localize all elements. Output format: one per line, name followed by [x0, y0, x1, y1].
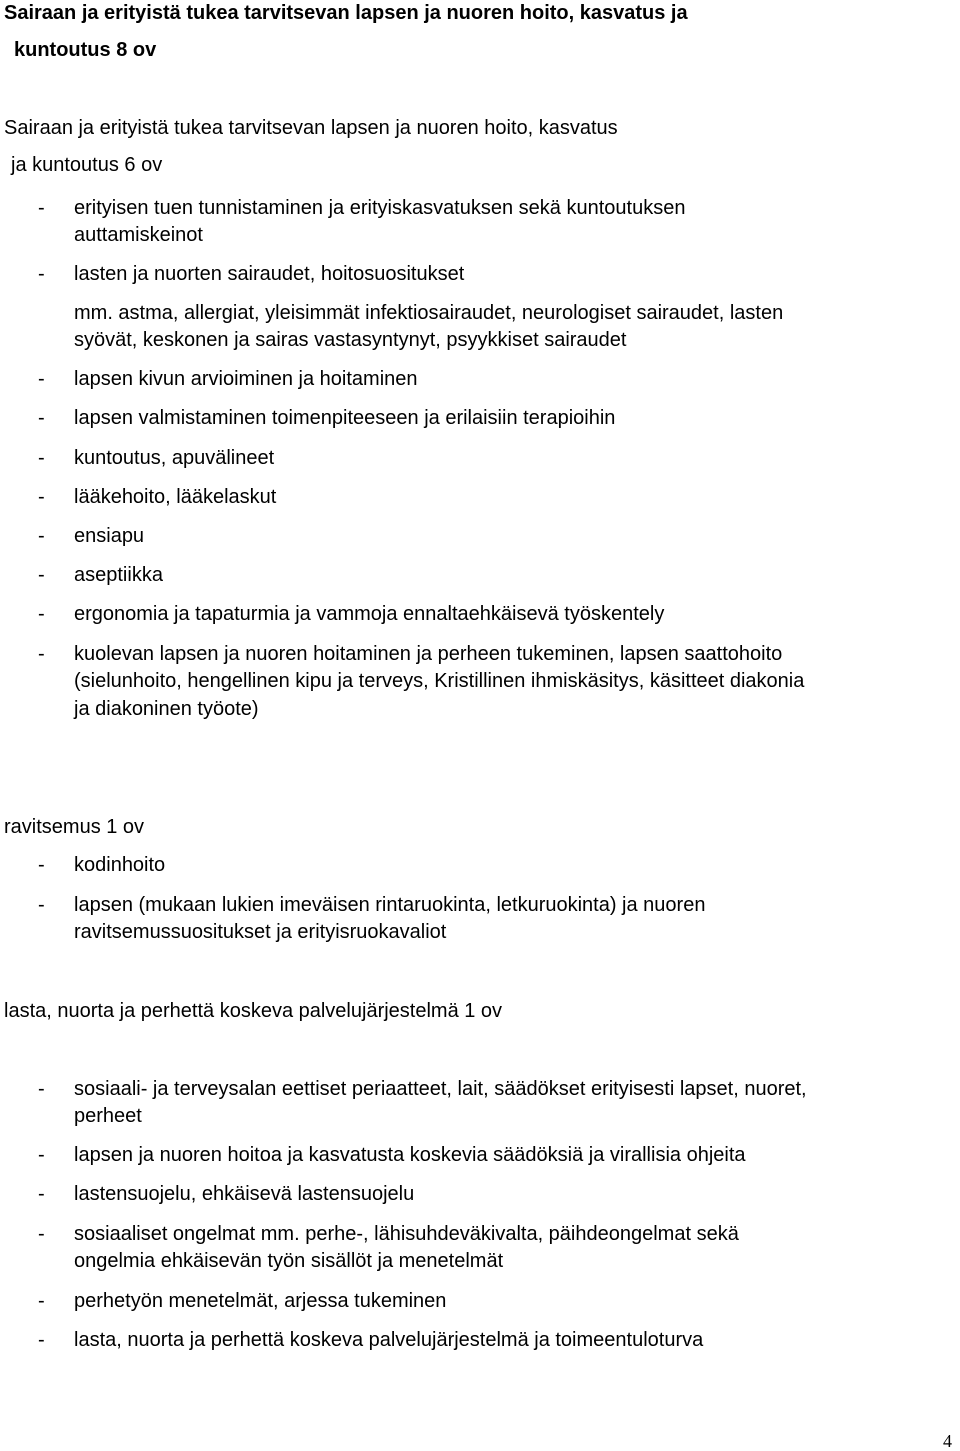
list-item-text: lastensuojelu, ehkäisevä lastensuojelu — [74, 1183, 415, 1205]
document-title-line-2: kuntoutus 8 ov — [14, 39, 157, 61]
list-item-text: perhetyön menetelmät, arjessa tukeminen — [74, 1290, 447, 1312]
list-bullet: - — [38, 525, 45, 547]
list-item-text: sosiaali- ja terveysalan eettiset periaatteet, lait, säädökset erityisesti lapset, nuoret, — [74, 1078, 807, 1100]
list-bullet: - — [38, 854, 45, 876]
list-bullet: - — [38, 643, 45, 665]
list-bullet: - — [38, 447, 45, 469]
list-item-text: lasten ja nuorten sairaudet, hoitosuositukset — [74, 263, 465, 285]
list-item-text: lapsen ja nuoren hoitoa ja kasvatusta koskevia säädöksiä ja virallisia ohjeita — [74, 1144, 746, 1166]
note-line-1: mm. astma, allergiat, yleisimmät infektiosairaudet, neurologiset sairaudet, lasten — [74, 302, 784, 324]
list-item-text: (sielunhoito, hengellinen kipu ja terveys, Kristillinen ihmiskäsitys, käsitteet diakonia — [74, 670, 805, 692]
list-bullet: - — [38, 197, 45, 219]
list-bullet: - — [38, 894, 45, 916]
list-bullet: - — [38, 486, 45, 508]
list-bullet: - — [38, 1078, 45, 1100]
list-item-text: perheet — [74, 1105, 142, 1127]
list-item-text: ergonomia ja tapaturmia ja vammoja ennaltaehkäisevä työskentely — [74, 603, 665, 625]
list-item-text: kodinhoito — [74, 854, 166, 876]
list-bullet: - — [38, 368, 45, 390]
list-item-text: kuntoutus, apuvälineet — [74, 447, 275, 469]
section-heading: lasta, nuorta ja perhettä koskeva palvelujärjestelmä 1 ov — [4, 1000, 503, 1022]
list-item-text: kuolevan lapsen ja nuoren hoitaminen ja perheen tukeminen, lapsen saattohoito — [74, 643, 783, 665]
list-item-text: lasta, nuorta ja perhettä koskeva palvelujärjestelmä ja toimeentuloturva — [74, 1329, 704, 1351]
list-bullet: - — [38, 1223, 45, 1245]
list-item-text: lapsen valmistaminen toimenpiteeseen ja erilaisiin terapioihin — [74, 407, 616, 429]
list-bullet: - — [38, 564, 45, 586]
list-bullet: - — [38, 1144, 45, 1166]
list-item-text: ravitsemussuositukset ja erityisruokavaliot — [74, 921, 447, 943]
section-heading-line-1: Sairaan ja erityistä tukea tarvitsevan lapsen ja nuoren hoito, kasvatus — [4, 117, 618, 139]
list-bullet: - — [38, 603, 45, 625]
list-item-text: lääkehoito, lääkelaskut — [74, 486, 277, 508]
list-item-text: auttamiskeinot — [74, 224, 203, 246]
list-item-text: aseptiikka — [74, 564, 163, 586]
list-item-text: ensiapu — [74, 525, 145, 547]
document-title-line-1: Sairaan ja erityistä tukea tarvitsevan lapsen ja nuoren hoito, kasvatus ja — [4, 2, 688, 24]
section-heading: ravitsemus 1 ov — [4, 816, 145, 838]
list-bullet: - — [38, 1329, 45, 1351]
note-line-2: syövät, keskonen ja sairas vastasyntynyt, psyykkiset sairaudet — [74, 329, 627, 351]
list-item-text: ja diakoninen työote) — [74, 698, 259, 720]
list-bullet: - — [38, 263, 45, 285]
list-bullet: - — [38, 407, 45, 429]
list-item-text: lapsen (mukaan lukien imeväisen rintaruokinta, letkuruokinta) ja nuoren — [74, 894, 706, 916]
section-heading-line-2: ja kuntoutus 6 ov — [11, 154, 163, 176]
list-bullet: - — [38, 1183, 45, 1205]
list-item-text: lapsen kivun arvioiminen ja hoitaminen — [74, 368, 418, 390]
list-item-text: ongelmia ehkäisevän työn sisällöt ja menetelmät — [74, 1250, 504, 1272]
list-bullet: - — [38, 1290, 45, 1312]
page-number: 4 — [943, 1431, 952, 1451]
list-item-text: erityisen tuen tunnistaminen ja erityiskasvatuksen sekä kuntoutuksen — [74, 197, 686, 219]
list-item-text: sosiaaliset ongelmat mm. perhe-, lähisuhdeväkivalta, päihdeongelmat sekä — [74, 1223, 739, 1245]
